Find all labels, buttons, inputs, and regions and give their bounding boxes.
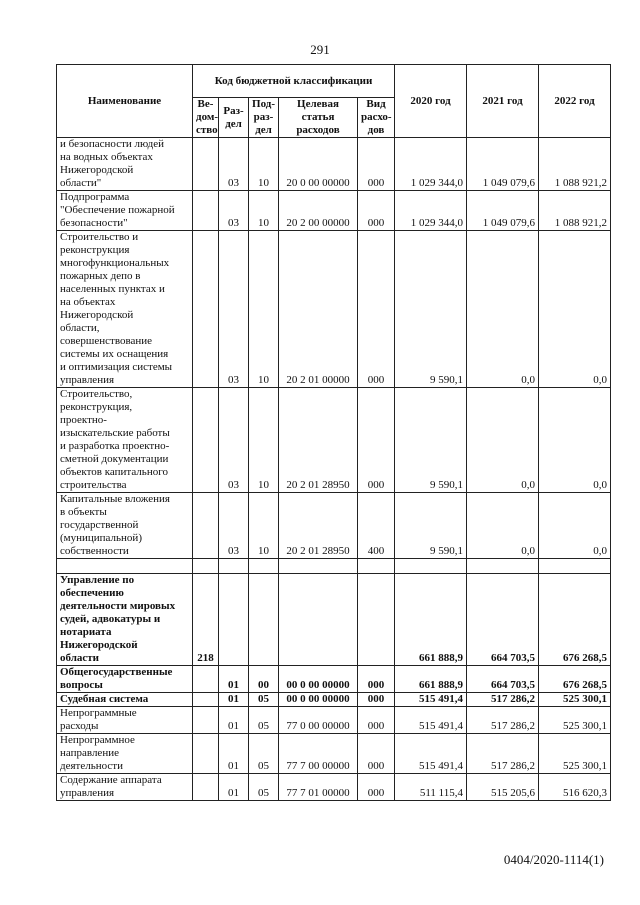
row-2021: 0,0 [467,231,539,388]
row-name: Строительство и реконструкция многофункциональных пожарных депо в населенных пунктах и на объектах Нижегородской области, совершенствование системы их оснащения и оптимизация системы управления [57,231,193,388]
row-podrazdel: 10 [249,191,279,231]
row-razdel: 03 [219,191,249,231]
row-expense-type: 000 [358,138,395,191]
row-2020: 9 590,1 [395,493,467,559]
header-vedomstvo: Ве- дом- ство [193,98,219,138]
row-podrazdel: 05 [249,774,279,801]
row-target: 20 2 01 28950 [279,493,358,559]
header-2022: 2022 год [539,65,611,138]
header-razdel: Раз- дел [219,98,249,138]
row-2022: 676 268,5 [539,666,611,693]
row-razdel: 01 [219,693,249,707]
row-2022: 0,0 [539,388,611,493]
row-2021: 664 703,5 [467,574,539,666]
table-row [57,693,611,707]
row-2021: 0,0 [467,388,539,493]
row-2021: 515 205,6 [467,774,539,801]
page-number: 291 [310,42,330,57]
row-podrazdel: 10 [249,138,279,191]
row-vedomstvo: 218 [193,574,219,666]
header-2021: 2021 год [467,65,539,138]
row-podrazdel [249,574,279,666]
row-2021: 664 703,5 [467,666,539,693]
table-row [57,388,611,493]
row-name: Подпрограмма "Обеспечение пожарной безопасности" [57,191,193,231]
row-2020: 661 888,9 [395,574,467,666]
row-target: 00 0 00 00000 [279,666,358,693]
table-row [57,231,611,388]
table-row [57,574,611,666]
row-2020: 1 029 344,0 [395,138,467,191]
row-vedomstvo [193,191,219,231]
table-row [57,138,611,191]
row-2021: 517 286,2 [467,734,539,774]
row-vedomstvo [193,693,219,707]
row-2021: 1 049 079,6 [467,138,539,191]
row-razdel: 01 [219,734,249,774]
row-target: 77 7 01 00000 [279,774,358,801]
row-2020: 9 590,1 [395,231,467,388]
row-2020: 9 590,1 [395,388,467,493]
row-razdel: 03 [219,388,249,493]
row-2021: 517 286,2 [467,707,539,734]
row-name: Содержание аппарата управления [57,774,193,801]
row-podrazdel: 05 [249,693,279,707]
spacer-row [57,559,611,574]
row-2022: 676 268,5 [539,574,611,666]
row-2022: 525 300,1 [539,707,611,734]
row-name: Капитальные вложения в объекты государственной (муниципальной) собственности [57,493,193,559]
row-2022: 1 088 921,2 [539,191,611,231]
row-vedomstvo [193,707,219,734]
row-2020: 661 888,9 [395,666,467,693]
row-2022: 0,0 [539,231,611,388]
row-expense-type: 400 [358,493,395,559]
header-podrazdel: Под- раз- дел [249,98,279,138]
table-row [57,666,611,693]
row-expense-type: 000 [358,774,395,801]
row-expense-type: 000 [358,191,395,231]
row-2022: 516 620,3 [539,774,611,801]
row-2021: 1 049 079,6 [467,191,539,231]
row-podrazdel: 05 [249,734,279,774]
row-razdel: 03 [219,493,249,559]
row-podrazdel: 10 [249,231,279,388]
row-name: Непрограммные расходы [57,707,193,734]
header-classification-group: Код бюджетной классификации [193,65,395,98]
header-target-article: Целевая статья расходов [279,98,358,138]
table-row [57,734,611,774]
row-razdel: 01 [219,774,249,801]
header-expense-type: Вид расхо- дов [358,98,395,138]
row-podrazdel: 00 [249,666,279,693]
row-target: 77 7 00 00000 [279,734,358,774]
row-2021: 0,0 [467,493,539,559]
row-target: 20 2 00 00000 [279,191,358,231]
row-vedomstvo [193,734,219,774]
row-podrazdel: 10 [249,493,279,559]
row-expense-type: 000 [358,388,395,493]
row-name: Строительство, реконструкция, проектно- изыскательские работы и разработка проектно- сметной документации объектов капитального строительства [57,388,193,493]
row-2020: 515 491,4 [395,734,467,774]
row-vedomstvo [193,493,219,559]
table-row [57,191,611,231]
row-name: Управление по обеспечению деятельности мировых судей, адвокатуры и нотариата Нижегородской области [57,574,193,666]
row-vedomstvo [193,231,219,388]
table-row [57,774,611,801]
row-razdel [219,574,249,666]
row-2021: 517 286,2 [467,693,539,707]
row-target: 20 2 01 28950 [279,388,358,493]
row-name: Судебная система [57,693,193,707]
row-vedomstvo [193,666,219,693]
document-code: 0404/2020-1114(1) [503,852,604,867]
row-name: Непрограммное направление деятельности [57,734,193,774]
row-expense-type: 000 [358,231,395,388]
row-target: 20 2 01 00000 [279,231,358,388]
row-razdel: 03 [219,138,249,191]
header-name: Наименование [57,65,193,138]
row-expense-type: 000 [358,707,395,734]
table-row [57,707,611,734]
row-2022: 1 088 921,2 [539,138,611,191]
row-name: и безопасности людей на водных объектах Нижегородской области" [57,138,193,191]
row-2020: 511 115,4 [395,774,467,801]
row-razdel: 03 [219,231,249,388]
row-target [279,574,358,666]
row-2020: 515 491,4 [395,707,467,734]
row-target: 00 0 00 00000 [279,693,358,707]
row-target: 77 0 00 00000 [279,707,358,734]
row-podrazdel: 10 [249,388,279,493]
row-razdel: 01 [219,707,249,734]
row-expense-type [358,574,395,666]
row-name: Общегосударственные вопросы [57,666,193,693]
budget-table [56,64,611,801]
row-expense-type: 000 [358,734,395,774]
row-2022: 525 300,1 [539,734,611,774]
header-2020: 2020 год [395,65,467,138]
row-razdel: 01 [219,666,249,693]
row-vedomstvo [193,388,219,493]
row-2022: 0,0 [539,493,611,559]
row-2020: 1 029 344,0 [395,191,467,231]
table-row [57,493,611,559]
row-expense-type: 000 [358,693,395,707]
row-podrazdel: 05 [249,707,279,734]
row-2020: 515 491,4 [395,693,467,707]
row-vedomstvo [193,774,219,801]
row-2022: 525 300,1 [539,693,611,707]
row-vedomstvo [193,138,219,191]
row-target: 20 0 00 00000 [279,138,358,191]
row-expense-type: 000 [358,666,395,693]
